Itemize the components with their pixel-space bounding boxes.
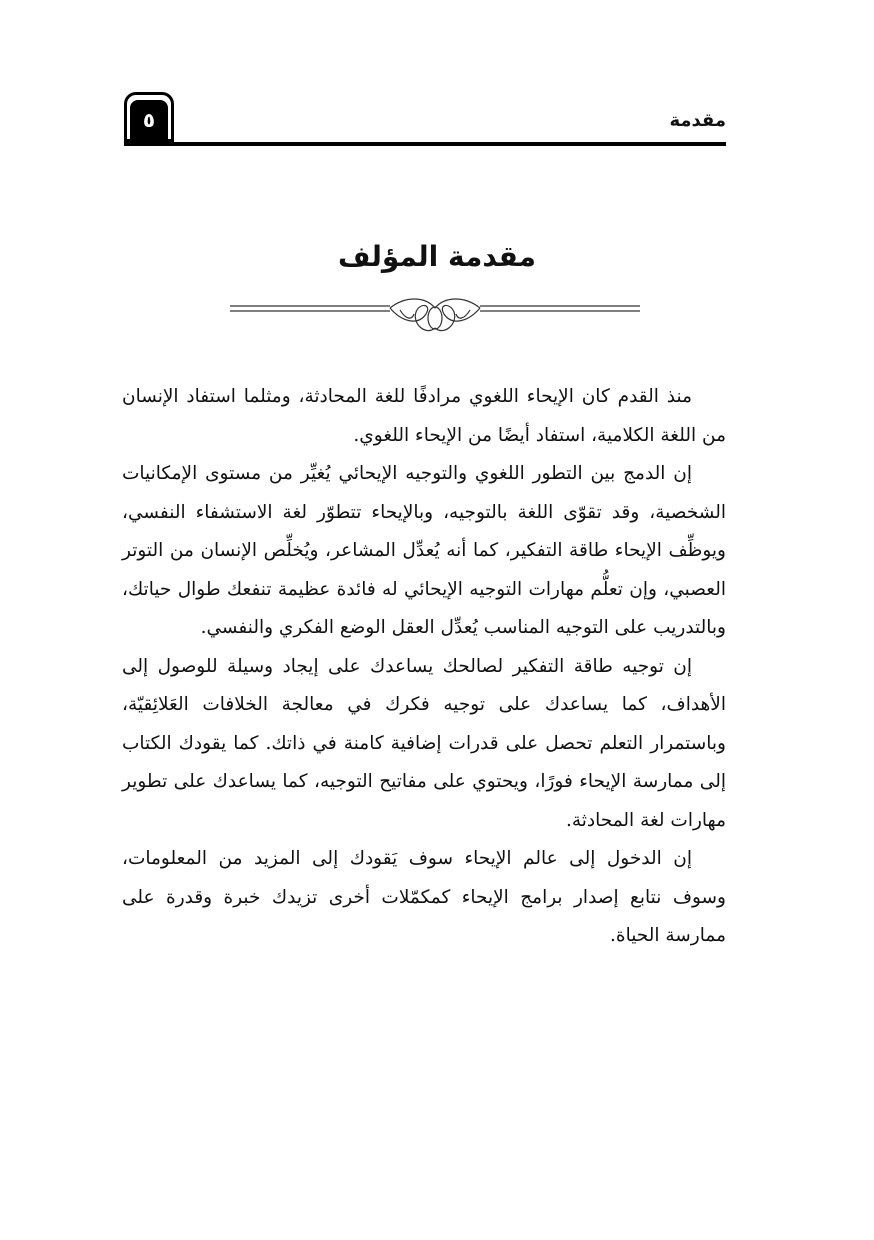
decorative-flourish-divider-icon bbox=[230, 292, 640, 342]
page-number: ٥ bbox=[142, 108, 156, 132]
page-title: مقدمة المؤلف bbox=[337, 240, 537, 273]
page-header bbox=[124, 92, 726, 152]
running-title: مقدمة bbox=[669, 110, 726, 131]
paragraph: إن توجيه طاقة التفكير لصالحك يساعدك على إيجاد وسيلة للوصول إلى الأهداف، كما يساعدك على توجيه فكرك في معالجة الخلافات العَلائِقيّة، وباستمرار التعلم تحصل على قدرات إضافية كامنة في ذاتك. كما يقودك الكتاب إلى ممارسة الإيحاء فورًا، ويحتوي على مفاتيح التوجيه، كما يساعدك على تطوير مهارات لغة المحادثة. bbox=[122, 655, 726, 831]
paragraph: إن الدمج بين التطور اللغوي والتوجيه الإيحائي يُغيِّر من مستوى الإمكانيات الشخصية، وقد تقوّى اللغة بالتوجيه، وبالإيحاء تتطوّر لغة الاستشفاء النفسي، ويوظِّف الإيحاء طاقة التفكير، كما أنه يُعدِّل المشاعر، ويُخلِّص الإنسان من التوتر العصبي، وإن تعلُّم مهارات التوجيه الإيحائي له فائدة عظيمة تنفعك طوال حياتك، وبالتدريب على التوجيه المناسب يُعدِّل العقل الوضع الفكري والنفسي. bbox=[122, 463, 726, 638]
paragraph: إن الدخول إلى عالم الإيحاء سوف يَقودك إلى المزيد من المعلومات، وسوف نتابع إصدار برامج الإيحاء كمكمّلات أخرى تزيدك خبرة وقدرة على ممارسة الحياة. bbox=[122, 848, 726, 946]
header-rule bbox=[124, 142, 726, 146]
paragraph: منذ القدم كان الإيحاء اللغوي مرادفًا للغة المحادثة، ومثلما استفاد الإنسان من اللغة الكلامية، استفاد أيضًا من الإيحاء اللغوي. bbox=[122, 386, 726, 446]
page-number-box bbox=[124, 92, 174, 142]
body-text bbox=[122, 378, 726, 956]
